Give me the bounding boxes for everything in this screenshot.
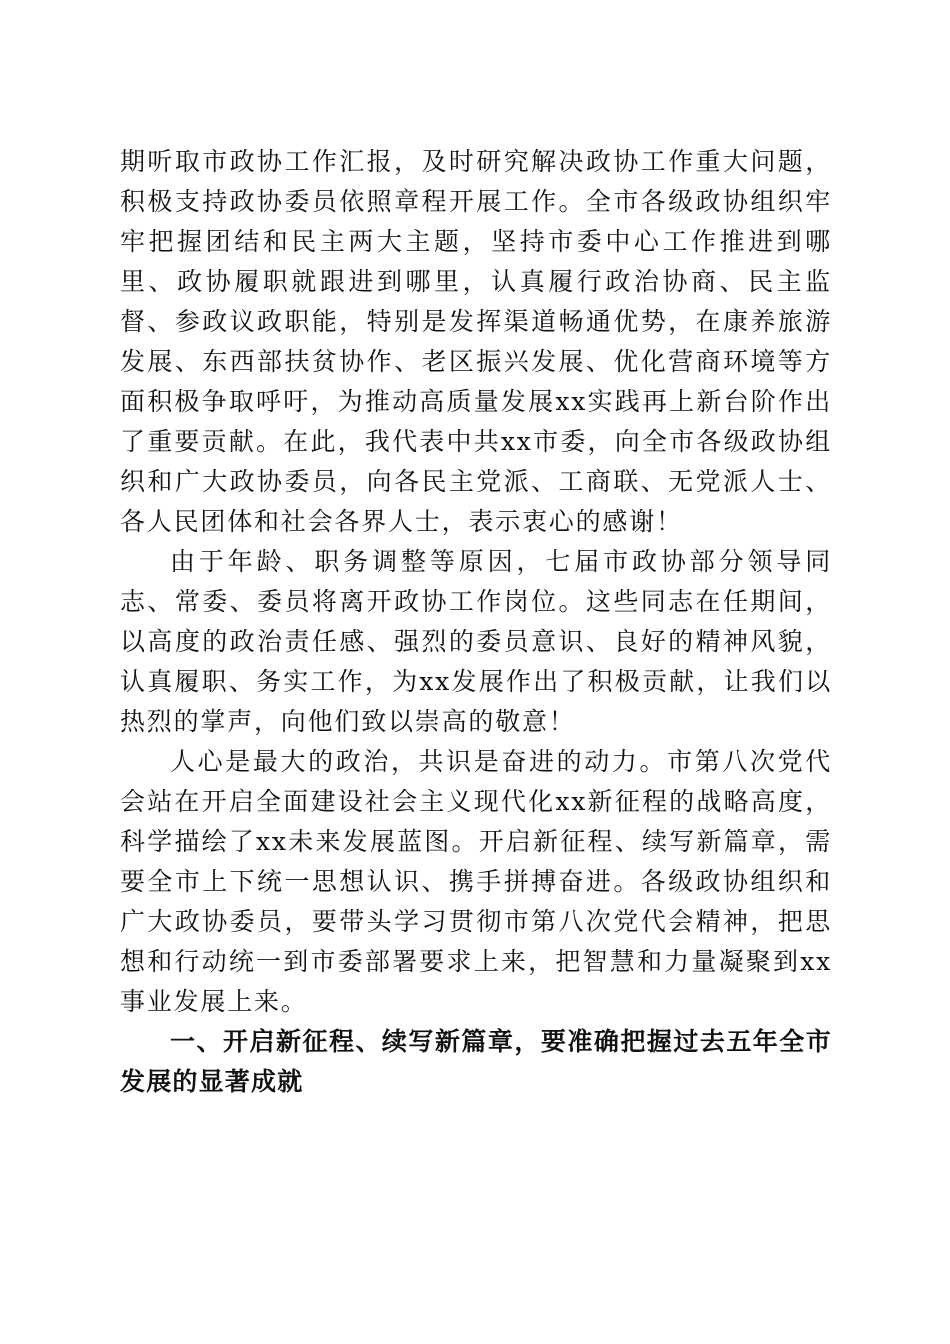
document-page	[120, 142, 832, 1102]
section-heading: 一、开启新征程、续写新篇章，要准确把握过去五年全市发展的显著成就	[120, 1027, 832, 1096]
paragraph-consensus: 人心是最大的政治，共识是奋进的动力。市第八次党代会站在开启全面建设社会主义现代化xx新征程的战略高度，科学描绘了xx未来发展蓝图。开启新征程、续写新篇章，需要全市上下统一思想认识、携手拼搏奋进。各级政协组织和广大政协委员，要带头学习贯彻市第八次党代会精神，把思想和行动统一到市委部署要求上来，把智慧和力量凝聚到xx事业发展上来。	[120, 747, 832, 1016]
paragraph-continuation: 期听取市政协工作汇报，及时研究解决政协工作重大问题，积极支持政协委员依照章程开展工作。全市各级政协组织牢牢把握团结和民主两大主题，坚持市委中心工作推进到哪里、政协履职就跟进到哪里，认真履行政治协商、民主监督、参政议政职能，特别是发挥渠道畅通优势，在康养旅游发展、东西部扶贫协作、老区振兴发展、优化营商环境等方面积极争取呼吁，为推动高质量发展xx实践再上新台阶作出了重要贡献。在此，我代表中共xx市委，向全市各级政协组织和广大政协委员，向各民主党派、工商联、无党派人士、各人民团体和社会各界人士，表示衷心的感谢！	[120, 147, 832, 536]
paragraph-retiring-members: 由于年龄、职务调整等原因，七届市政协部分领导同志、常委、委员将离开政协工作岗位。这些同志在任期间，以高度的政治责任感、强烈的委员意识、良好的精神风貌，认真履职、务实工作，为xx发展作出了积极贡献，让我们以热烈的掌声，向他们致以崇高的敬意！	[120, 547, 832, 736]
